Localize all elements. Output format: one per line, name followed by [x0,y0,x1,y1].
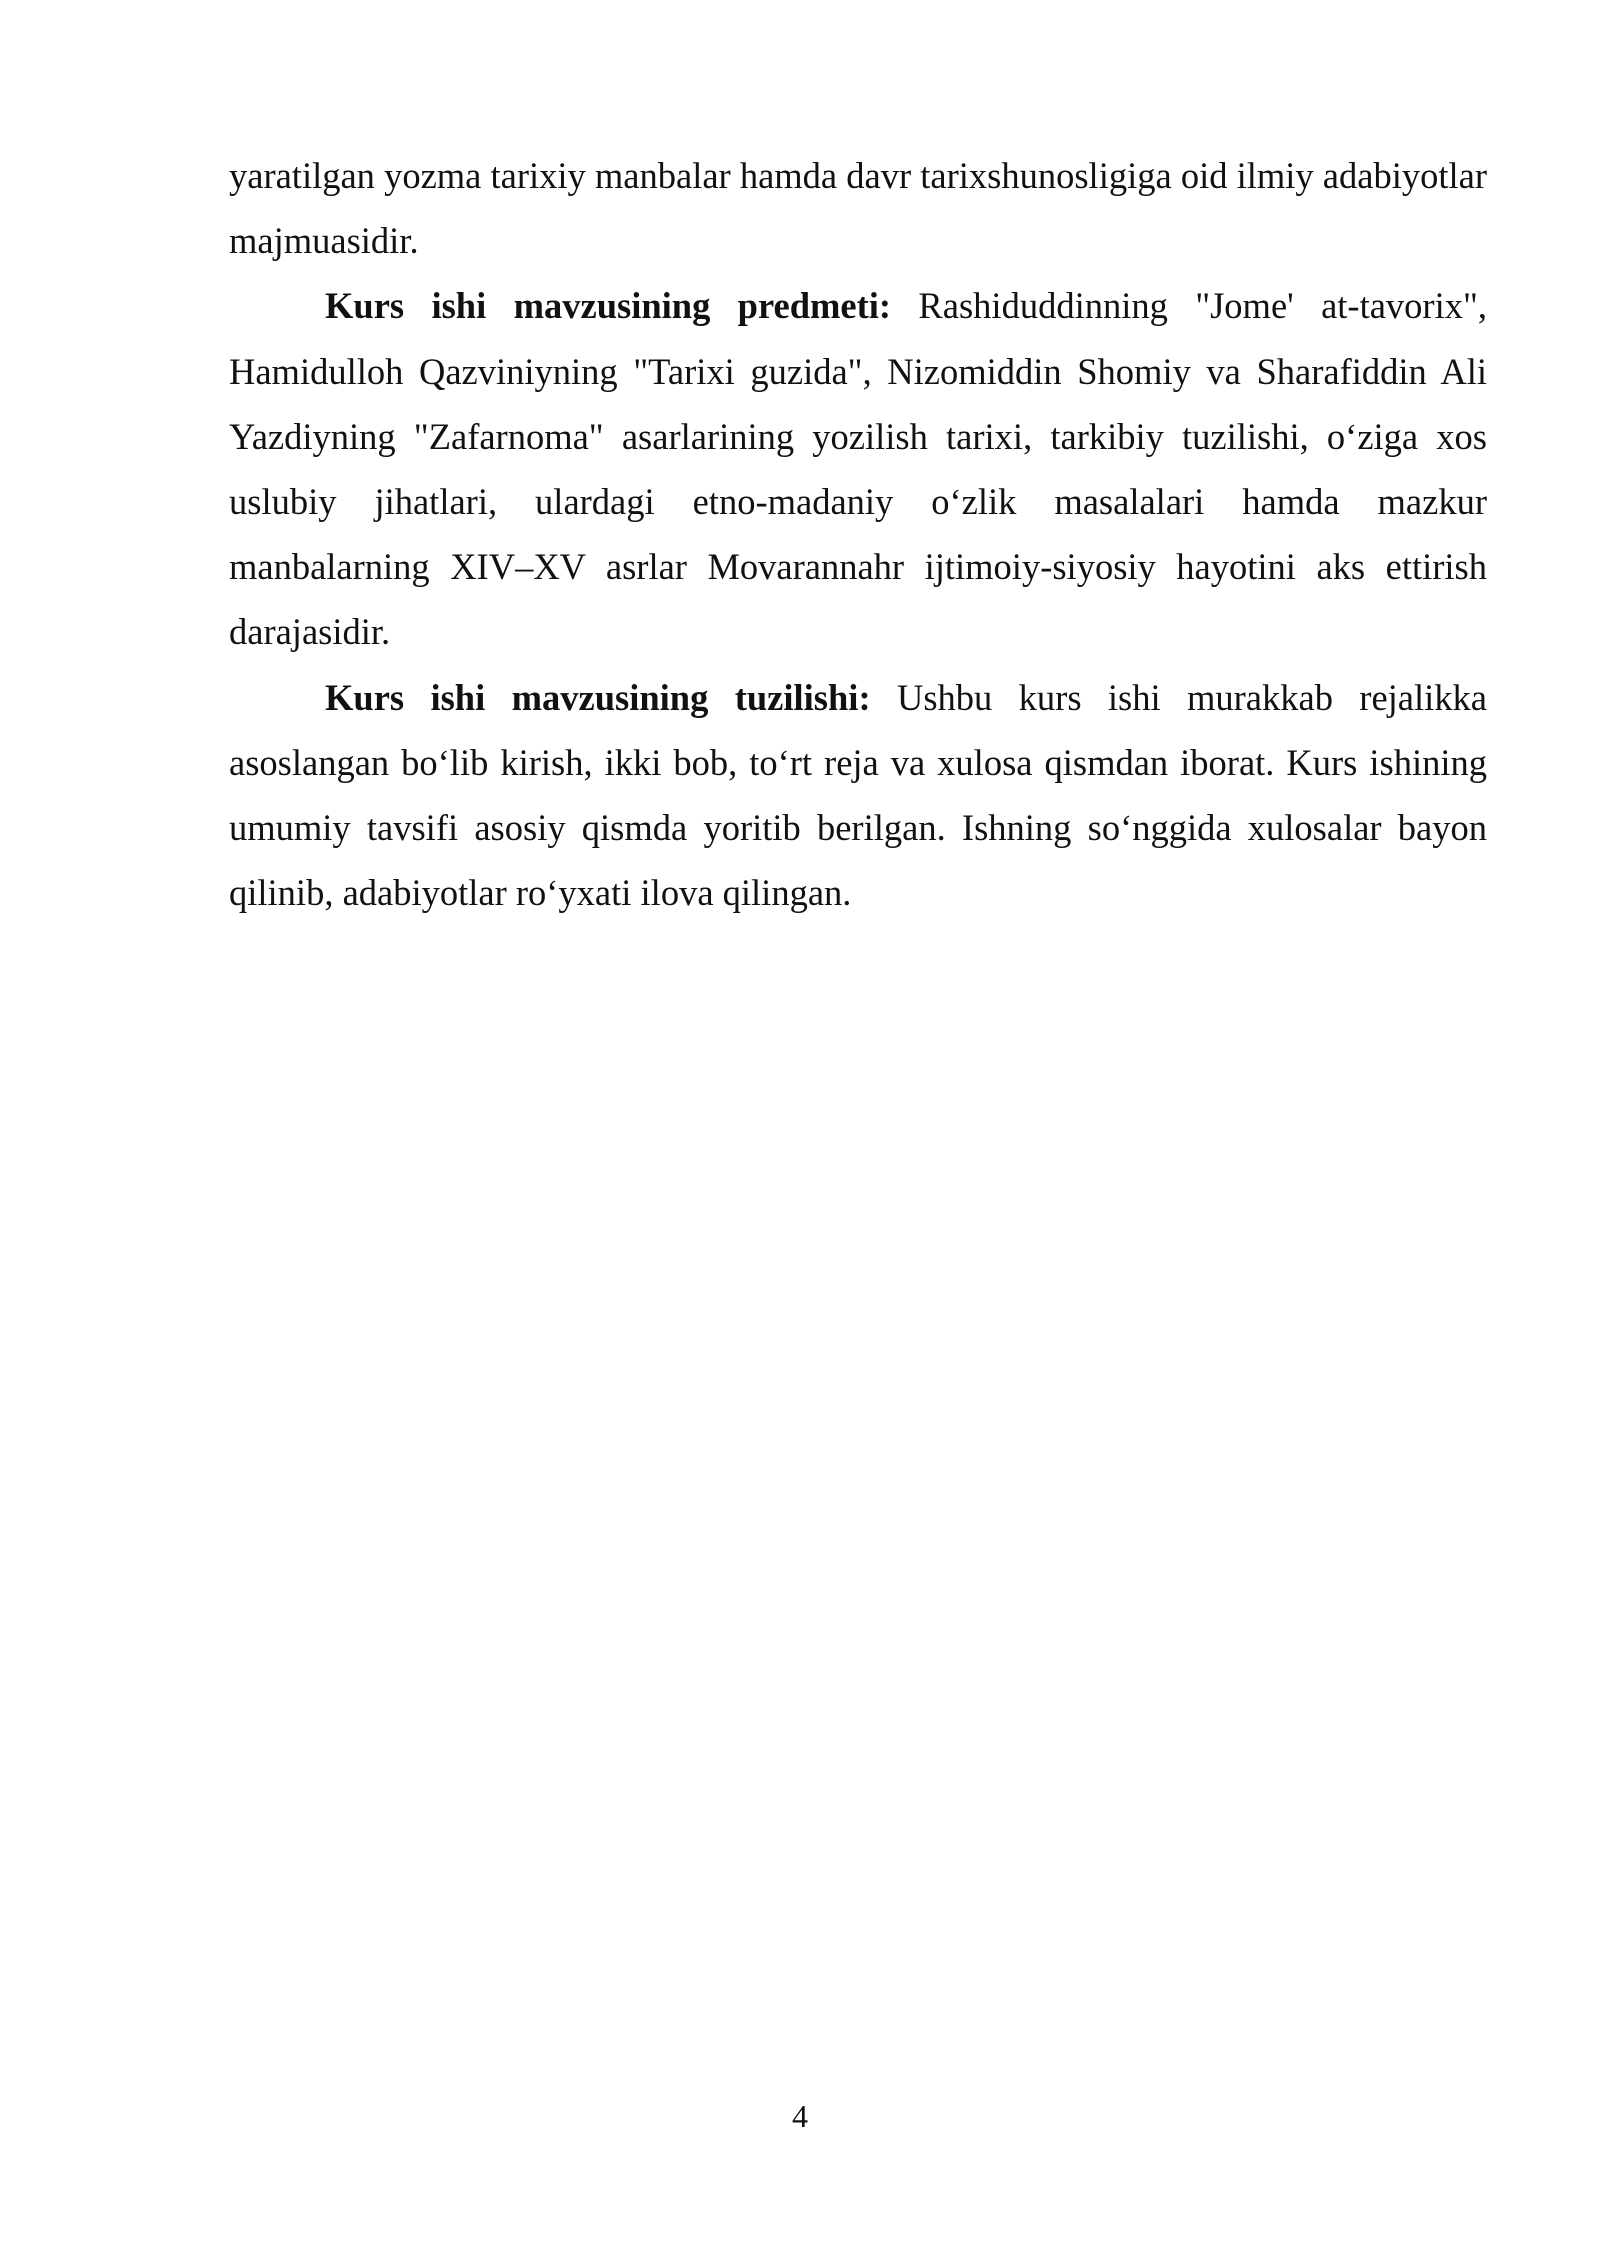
page-number: 4 [792,2098,808,2134]
paragraph-text: Ushbu kurs ishi murakkab rejalikka asoslangan bo‘lib kirish, ikki bob, to‘rt reja va xulosa qismdan iborat. Kurs ishining umumiy tavsifi asosiy qismda yoritib berilgan. Ishning so‘nggida xulosalar bayon qilinib, adabiyotlar ro‘yxati ilova qilingan. [229,676,1487,914]
paragraph-continuation [229,143,1487,273]
paragraph-text: Rashiduddinning "Jome' at-tavorix", Hamidulloh Qazviniyning "Tarixi guzida", Nizomiddin Shomiy va Sharafiddin Ali Yazdiyning "Zafarnoma" asarlarining yozilish tarixi, tarkibiy tuzilishi, o‘ziga xos uslubiy jihatlari, ulardagi etno-madaniy o‘zlik masalalari hamda mazkur manbalarning XIV–XV asrlar Movarannahr ijtimoiy-siyosiy hayotini aks ettirish darajasidir. [229,285,1487,653]
page-body [229,143,1487,925]
paragraph-heading: Kurs ishi mavzusining predmeti: [325,285,892,327]
paragraph-structure [229,665,1487,926]
paragraph-text: yaratilgan yozma tarixiy manbalar hamda davr tarixshunosligiga oid ilmiy adabiyotlar majmuasidir. [229,155,1487,262]
paragraph-heading: Kurs ishi mavzusining tuzilishi: [325,676,871,718]
paragraph-subject [229,273,1487,664]
